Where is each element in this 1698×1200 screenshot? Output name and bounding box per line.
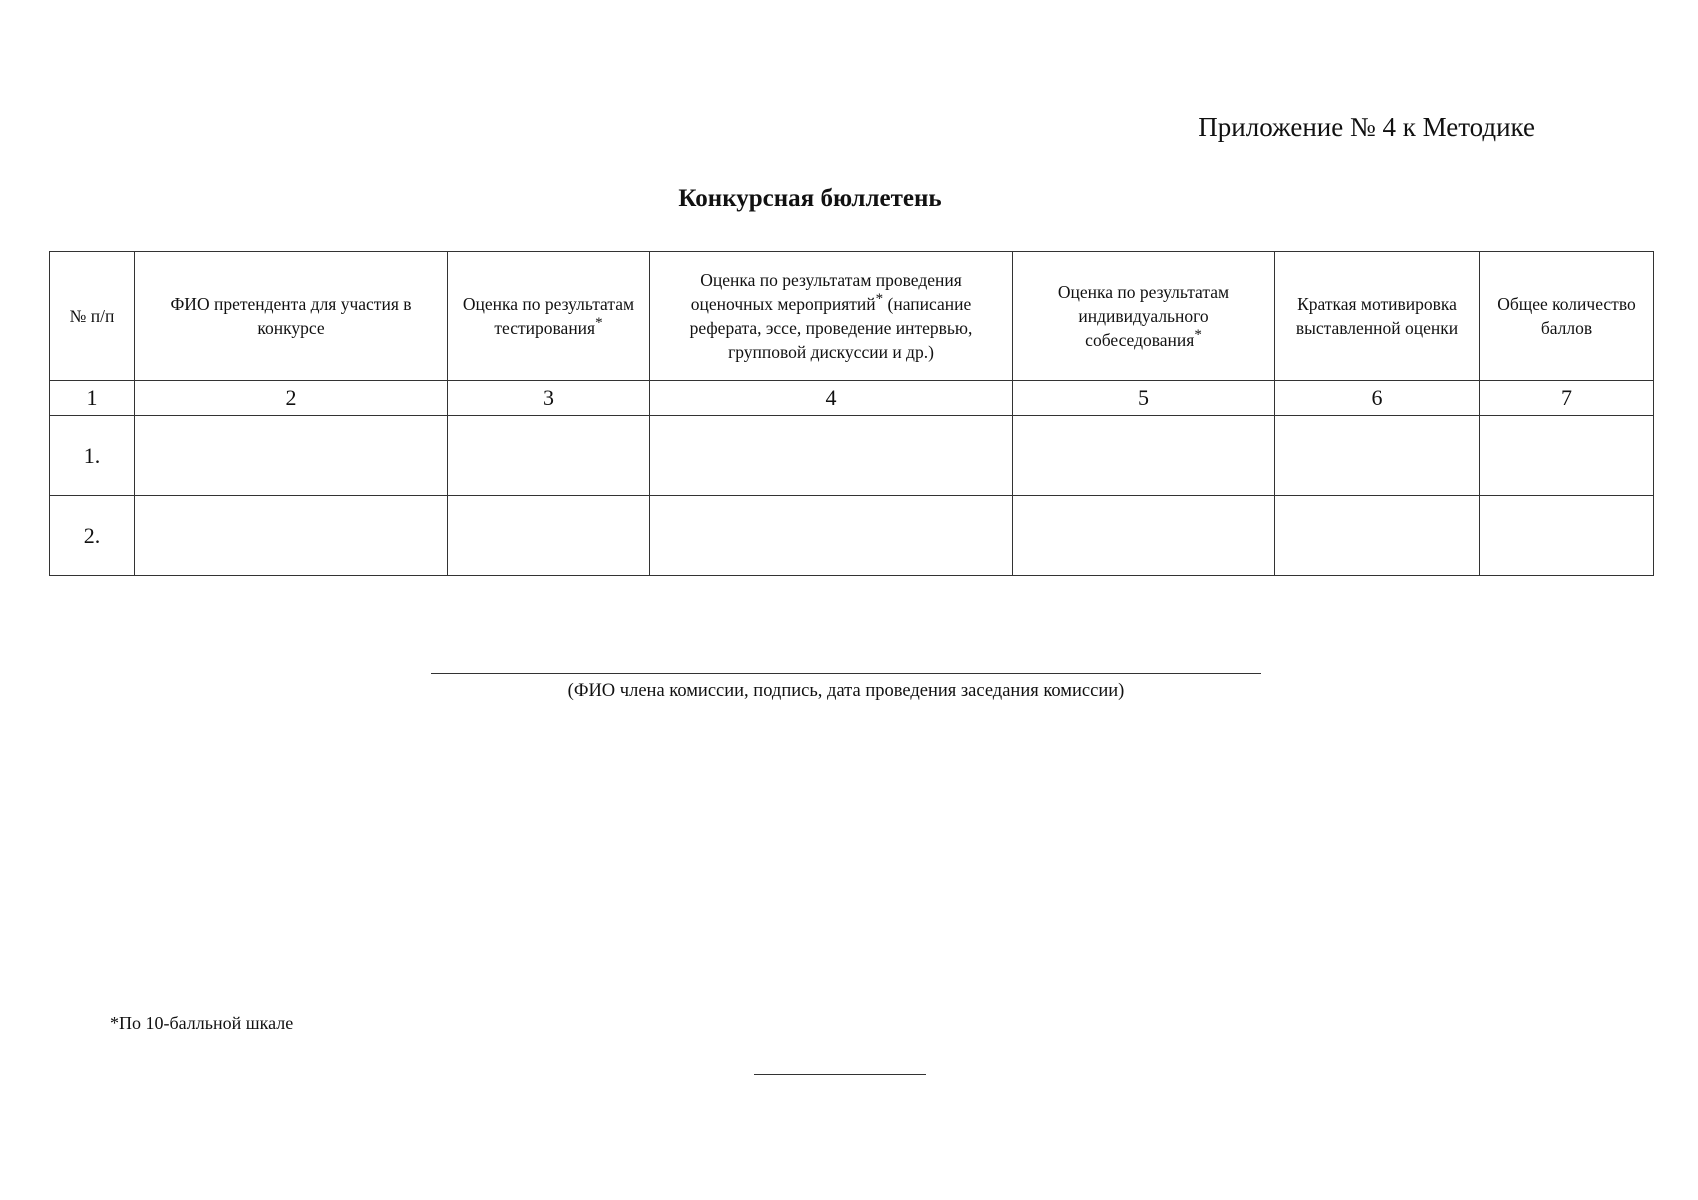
candidate-name-cell[interactable] bbox=[135, 416, 448, 496]
footnote-marker: * bbox=[875, 291, 884, 308]
column-number: 3 bbox=[448, 381, 650, 416]
total-points-cell[interactable] bbox=[1480, 496, 1654, 576]
table-row bbox=[50, 496, 1654, 576]
assessment-score-cell[interactable] bbox=[650, 416, 1013, 496]
column-number-row bbox=[50, 381, 1654, 416]
header-interview-score: Оценка по результатам индивидуального собеседования* bbox=[1013, 252, 1275, 381]
table-row bbox=[50, 416, 1654, 496]
footnote: *По 10-балльной шкале bbox=[110, 1013, 294, 1033]
header-motivation: Краткая мотивировка выставленной оценки bbox=[1275, 252, 1480, 381]
ballot-table bbox=[49, 251, 1654, 576]
header-candidate-name: ФИО претендента для участия в конкурсе bbox=[135, 252, 448, 381]
testing-score-cell[interactable] bbox=[448, 416, 650, 496]
header-number: № п/п bbox=[50, 252, 135, 381]
row-number: 1. bbox=[50, 416, 135, 496]
candidate-name-cell[interactable] bbox=[135, 496, 448, 576]
header-testing-score: Оценка по результатам тестирования* bbox=[448, 252, 650, 381]
column-number: 2 bbox=[135, 381, 448, 416]
column-number: 7 bbox=[1480, 381, 1654, 416]
interview-score-cell[interactable] bbox=[1013, 416, 1275, 496]
column-number: 4 bbox=[650, 381, 1013, 416]
end-divider bbox=[754, 1074, 926, 1075]
document-title: Конкурсная бюллетень bbox=[678, 185, 942, 212]
signature-line bbox=[431, 673, 1261, 674]
motivation-cell[interactable] bbox=[1275, 416, 1480, 496]
column-number: 5 bbox=[1013, 381, 1275, 416]
table-header-row bbox=[50, 252, 1654, 381]
motivation-cell[interactable] bbox=[1275, 496, 1480, 576]
interview-score-cell[interactable] bbox=[1013, 496, 1275, 576]
header-total-points: Общее количество баллов bbox=[1480, 252, 1654, 381]
assessment-score-cell[interactable] bbox=[650, 496, 1013, 576]
footnote-marker: * bbox=[595, 315, 603, 332]
row-number: 2. bbox=[50, 496, 135, 576]
total-points-cell[interactable] bbox=[1480, 416, 1654, 496]
footnote-marker: * bbox=[1194, 327, 1202, 344]
column-number: 6 bbox=[1275, 381, 1480, 416]
column-number: 1 bbox=[50, 381, 135, 416]
testing-score-cell[interactable] bbox=[448, 496, 650, 576]
annex-reference: Приложение № 4 к Методике bbox=[1198, 112, 1535, 142]
signature-caption: (ФИО члена комиссии, подпись, дата проведения заседания комиссии) bbox=[567, 681, 1125, 701]
header-assessment-score: Оценка по результатам проведения оценочных мероприятий* (написание реферата, эссе, проведение интервью, групповой дискуссии и др.) bbox=[650, 252, 1013, 381]
